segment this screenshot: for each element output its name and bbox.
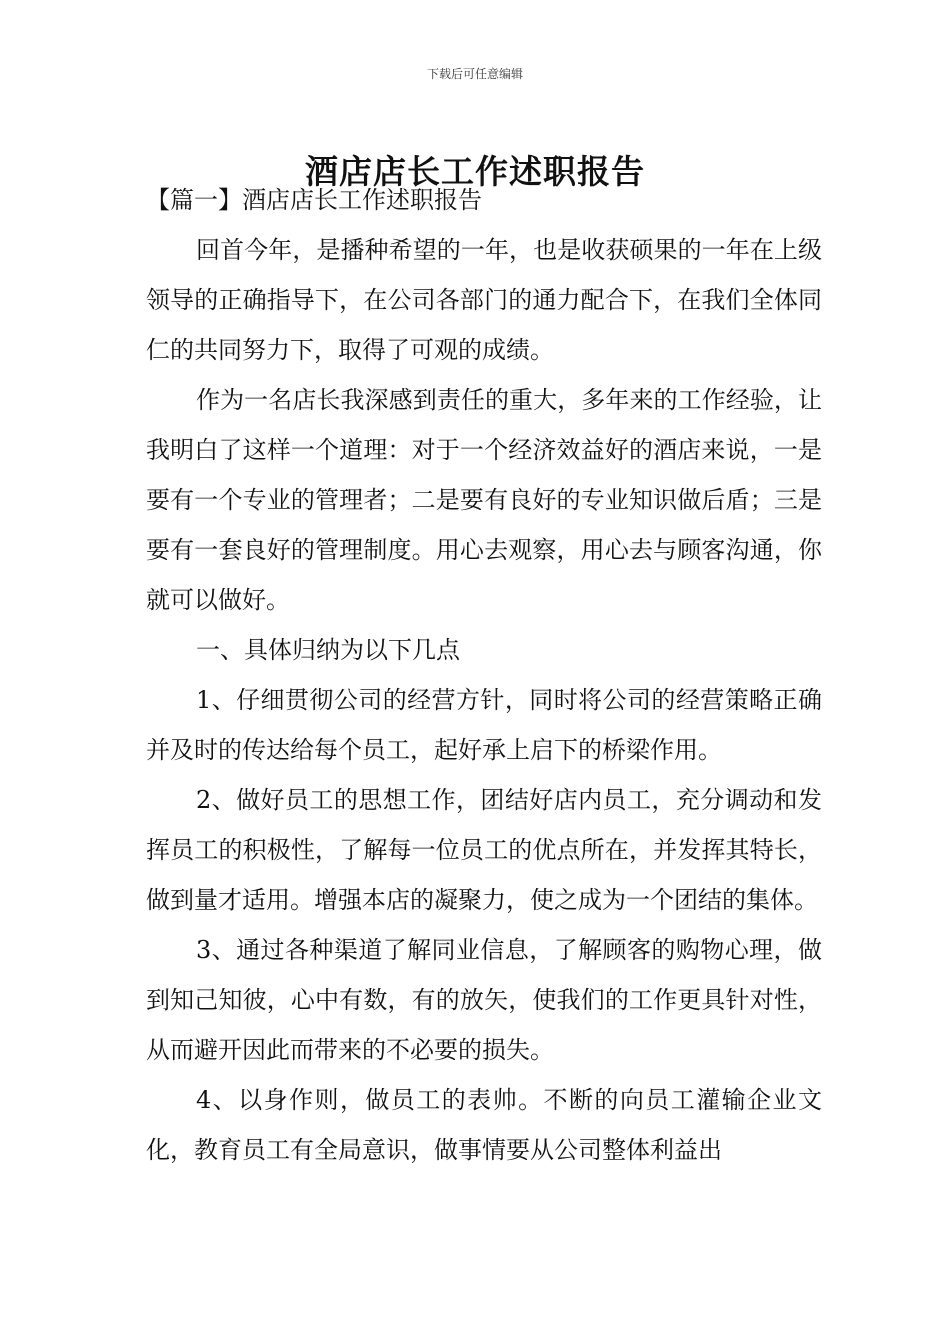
document-title: 酒店店长工作述职报告	[305, 152, 645, 192]
paragraph-intro: 回首今年，是播种希望的一年，也是收获硕果的一年在上级领导的正确指导下，在公司各部门的通力配合下，在我们全体同仁的共同努力下，取得了可观的成绩。	[146, 236, 822, 364]
list-item: 4、以身作则，做员工的表帅。不断的向员工灌输企业文化，教育员工有全局意识，做事情要从公司整体利益出	[146, 1086, 822, 1164]
list-item: 1、仔细贯彻公司的经营方针，同时将公司的经营策略正确并及时的传达给每个员工，起好承上启下的桥梁作用。	[146, 686, 822, 764]
subsection-heading: 一、具体归纳为以下几点	[196, 636, 460, 664]
paragraph-experience: 作为一名店长我深感到责任的重大，多年来的工作经验，让我明白了这样一个道理：对于一个经济效益好的酒店来说，一是要有一个专业的管理者；二是要有良好的专业知识做后盾；三是要有一套良好的管理制度。用心去观察，用心去与顾客沟通，你就可以做好。	[146, 386, 822, 614]
list-item: 3、通过各种渠道了解同业信息，了解顾客的购物心理，做到知己知彼，心中有数，有的放矢，使我们的工作更具针对性，从而避开因此而带来的不必要的损失。	[146, 936, 822, 1064]
document-body	[146, 175, 822, 1175]
list-item: 2、做好员工的思想工作，团结好店内员工，充分调动和发挥员工的积极性，了解每一位员工的优点所在，并发挥其特长，做到量才适用。增强本店的凝聚力，使之成为一个团结的集体。	[146, 786, 822, 914]
header-note: 下载后可任意编辑	[426, 67, 523, 81]
section-heading: 【篇一】酒店店长工作述职报告	[146, 186, 482, 214]
